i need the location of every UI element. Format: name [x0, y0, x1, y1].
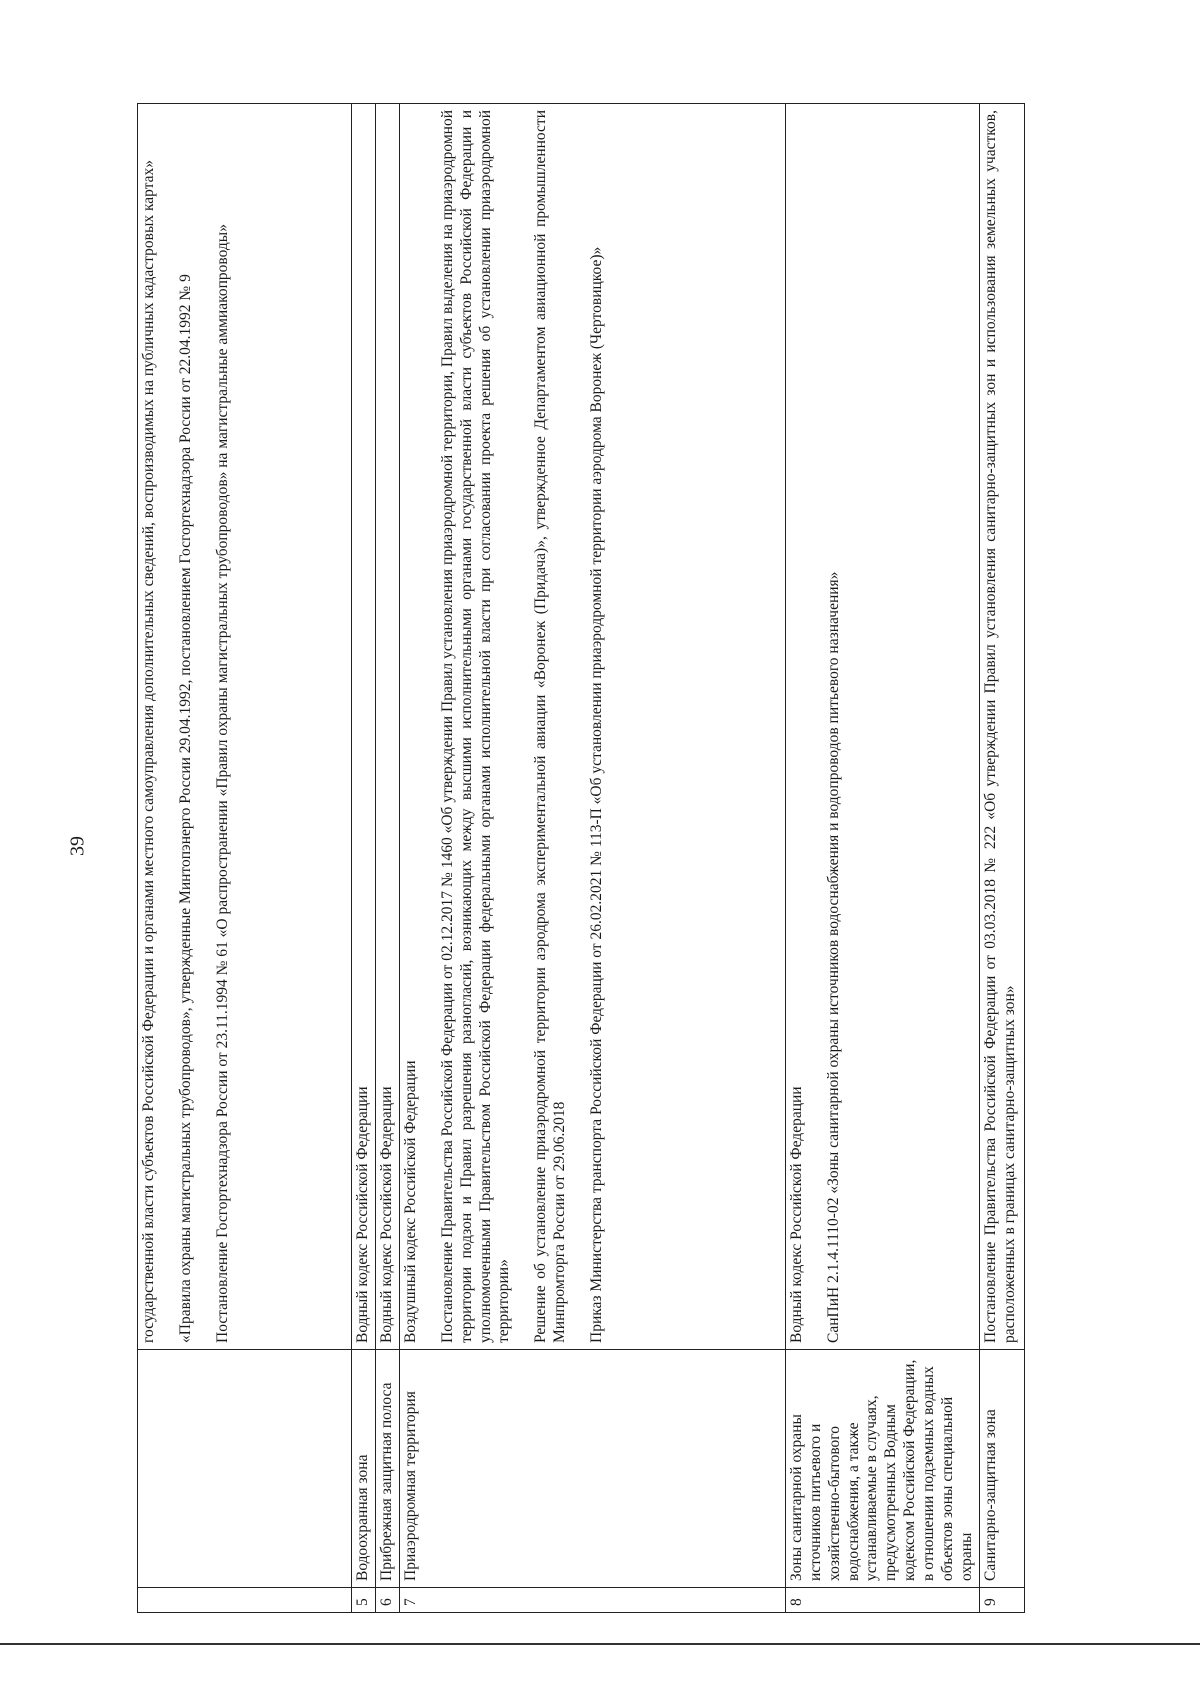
legal-document: Воздушный кодекс Российской Федерации [401, 1060, 419, 1343]
legal-document: Постановление Правительства Российской Федерации от 03.03.2018 № 222 «Об утверждении Правил установления санитарно-защитных зон и использования земельных участков, расположенных в границах санитарно-защитных зон» [981, 110, 1018, 1343]
row-number [138, 1588, 352, 1613]
zone-name: Приаэродромная территория [399, 1350, 785, 1588]
legal-basis-cell [352, 104, 376, 1350]
legal-document: Водный кодекс Российской Федерации [354, 1086, 371, 1343]
row-number: 5 [352, 1588, 376, 1613]
row-number: 6 [375, 1588, 399, 1613]
legal-document: СанПиН 2.1.4.1110-02 «Зоны санитарной охраны источников водоснабжения и водопроводов питьевого назначения» [824, 571, 842, 1343]
page-number: 39 [66, 836, 89, 856]
rotated-table-wrapper [137, 103, 1025, 1613]
table-row [375, 104, 399, 1613]
legal-basis-cell [138, 104, 352, 1350]
table-row [399, 104, 785, 1613]
zone-name: Водоохранная зона [352, 1350, 376, 1588]
legal-document: Приказ Министерства транспорта Российской Федерации от 26.02.2021 № 113-П «Об установлении приаэродромной территории аэродрома Воронеж (Чертовицкое)» [588, 246, 606, 1343]
table-row [352, 104, 376, 1613]
legal-document: «Правила охраны магистральных трубопроводов», утвержденные Минтопэнерго России 29.04.1992, постановлением Госгортехнадзора России от 22.04.1992 № 9 [176, 274, 194, 1343]
legal-document: Постановление Госгортехнадзора России от 23.11.1994 № 61 «О распространении «Правил охраны магистральных трубопроводов» на магистральные аммиакопроводы» [213, 224, 231, 1343]
legal-document: Водный кодекс Российской Федерации [377, 1086, 395, 1343]
zone-name: Прибрежная защитная полоса [375, 1350, 399, 1588]
row-number: 8 [785, 1588, 979, 1613]
legal-document: государственной власти субъектов Российской Федерации и органами местного самоуправления дополнительных сведений, воспроизводимых на публичных кадастровых картах» [140, 159, 157, 1343]
legal-basis-cell [979, 104, 1024, 1350]
zone-name: Зоны санитарной охраны источников питьевого и хозяйственно-бытового водоснабжения, а также устанавливаемые в случаях, предусмотренных Водным кодексом Российской Федерации, в отношении подземных водных объектов зоны специальной охраны [785, 1350, 979, 1588]
legal-document: Водный кодекс Российской Федерации [787, 1086, 805, 1343]
page-bottom-edge-line [0, 1643, 1200, 1645]
legal-basis-cell [399, 104, 785, 1350]
zones-table [137, 103, 1025, 1613]
table-row [785, 104, 979, 1613]
zone-name: Санитарно-защитная зона [979, 1350, 1024, 1588]
row-number: 7 [399, 1588, 785, 1613]
legal-basis-cell [375, 104, 399, 1350]
table-row [138, 104, 352, 1613]
zone-name [138, 1350, 352, 1588]
row-number: 9 [979, 1588, 1024, 1613]
legal-basis-cell [785, 104, 979, 1350]
legal-document: Решение об установление приаэродромной территории аэродрома экспериментальной авиации «Воронеж (Придача)», утвержденное Департаментом авиационной промышленности Минпромторга России от 29.06.2018 [532, 110, 569, 1343]
legal-document: Постановление Правительства Российской Федерации от 02.12.2017 № 1460 «Об утверждении Правил установления приаэродромной территории, Правил выделения на приаэродромной территории подзон и Правил разрешения разногласий, возникающих между высшими исполнительными органами государственной власти субъектов Российской Федерации и уполномоченными Правительством Российской Федерации федеральными органами исполнительной власти при согласовании проекта решения об установлении приаэродромной территории» [438, 110, 513, 1343]
table-row [979, 104, 1024, 1613]
